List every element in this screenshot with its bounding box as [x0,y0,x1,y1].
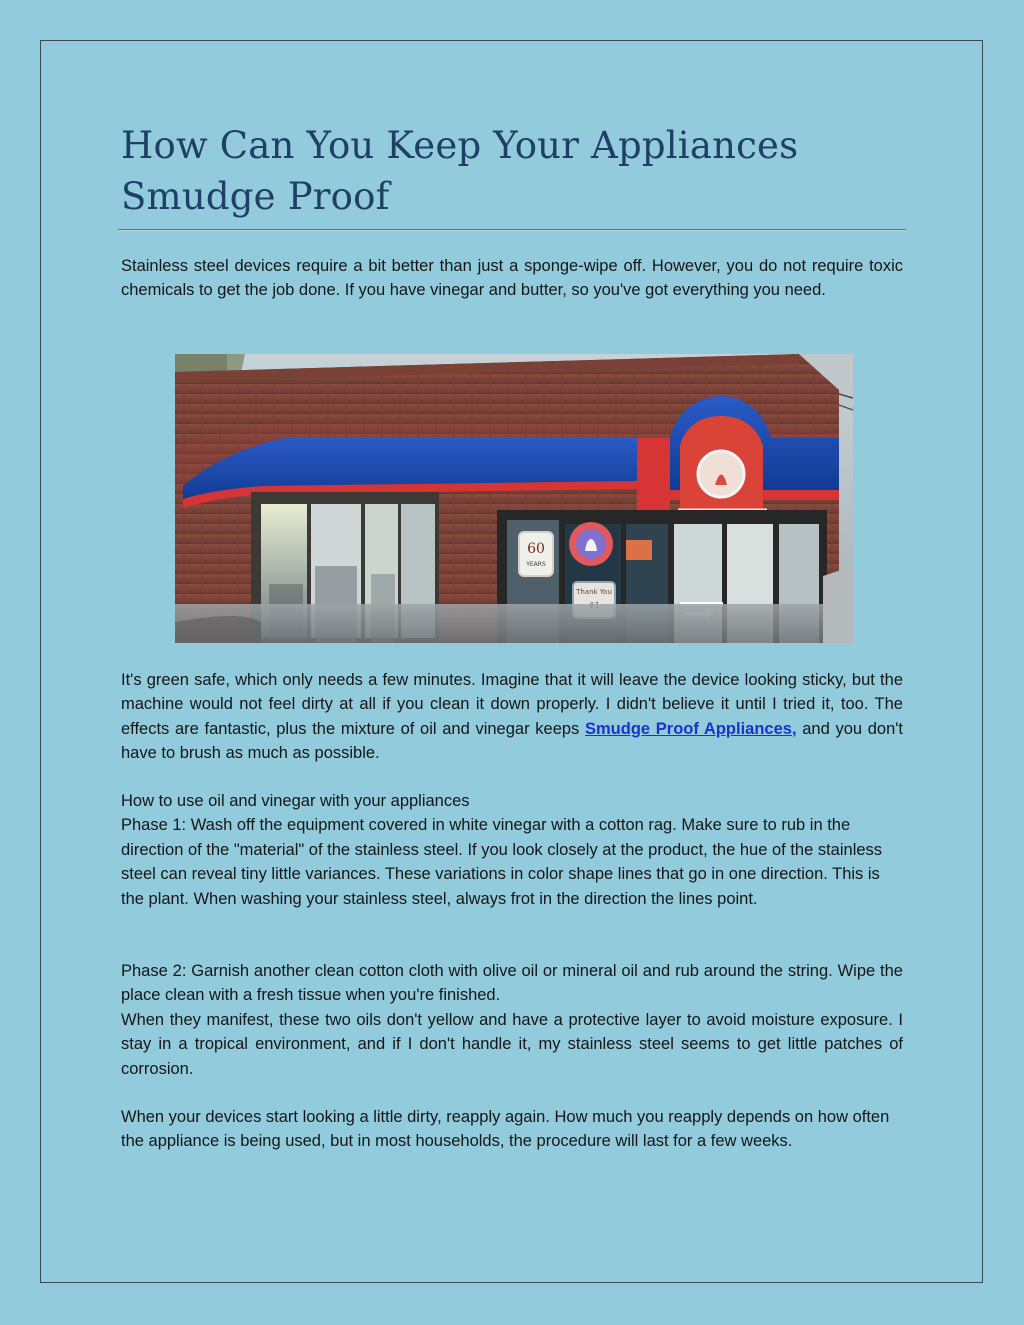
closing-paragraph: When your devices start looking a little dirty, reapply again. How much you reapply depends on how often the appliance is being used, but in most households, the procedure will last for a few weeks. [121,1108,890,1151]
title-divider [118,229,906,230]
sidewalk [175,604,853,643]
thank-you-text: Thank You [576,588,612,596]
phase-1-paragraph: Phase 1: Wash off the equipment covered in white vinegar with a cotton rag. Make sure to rub in the direction of the "material" of the stainless steel. If you look closely at the product, the hue of the stainless steel can reveal tiny little variances. These variations in color shape lines that go in one direction. This is the plant. When washing your stainless steel, always frot in the direction the lines point. [121,816,883,908]
phase-2-followup-paragraph: When they manifest, these two oils don't yellow and have a protective layer to avoid moisture exposure. I stay in a tropical environment, and if I don't handle it, my stainless steel seems to get little patches of corrosion. [121,1010,903,1078]
phase-2-section [121,959,903,1081]
document-title: How Can You Keep Your Appliances Smudge Proof [121,124,799,218]
storefront-photo [175,354,853,643]
sign-logo [698,451,744,497]
phase-2-paragraph: Phase 2: Garnish another clean cotton cloth with olive oil or mineral oil and rub around the string. Wipe the place clean with a fresh tissue when you're finished. [121,962,903,1005]
smudge-proof-appliances-link[interactable]: Smudge Proof Appliances, [585,719,797,738]
benefits-text-before-link: It's green safe, which only needs a few minutes. Imagine that it will leave the device looking sticky, but the machine would not feel dirty at all if you clean it down properly. I didn't believe it until I tried it, too. The effects are fantastic, plus the mixture of oil and vinegar keeps [121,671,903,738]
storefront-illustration [175,354,853,643]
benefits-paragraph [121,668,903,766]
benefits-text-after-link: and you don't have to brush as much as possible. [121,719,904,763]
anniversary-sign-years: YEARS [526,561,546,568]
neon-open-sign [626,540,652,560]
vehicle-right [823,566,853,643]
intro-paragraph: Stainless steel devices require a bit better than just a sponge-wipe off. However, you do not require toxic chemicals to get the job done. If you have vinegar and butter, so you've got everything you need. [121,257,903,300]
page-frame [40,40,983,1283]
parked-car-shadow [175,616,261,643]
anniversary-sign-number: 60 [527,541,545,557]
instructions-section [121,789,903,911]
instructions-heading: How to use oil and vinegar with your appliances [121,792,470,810]
